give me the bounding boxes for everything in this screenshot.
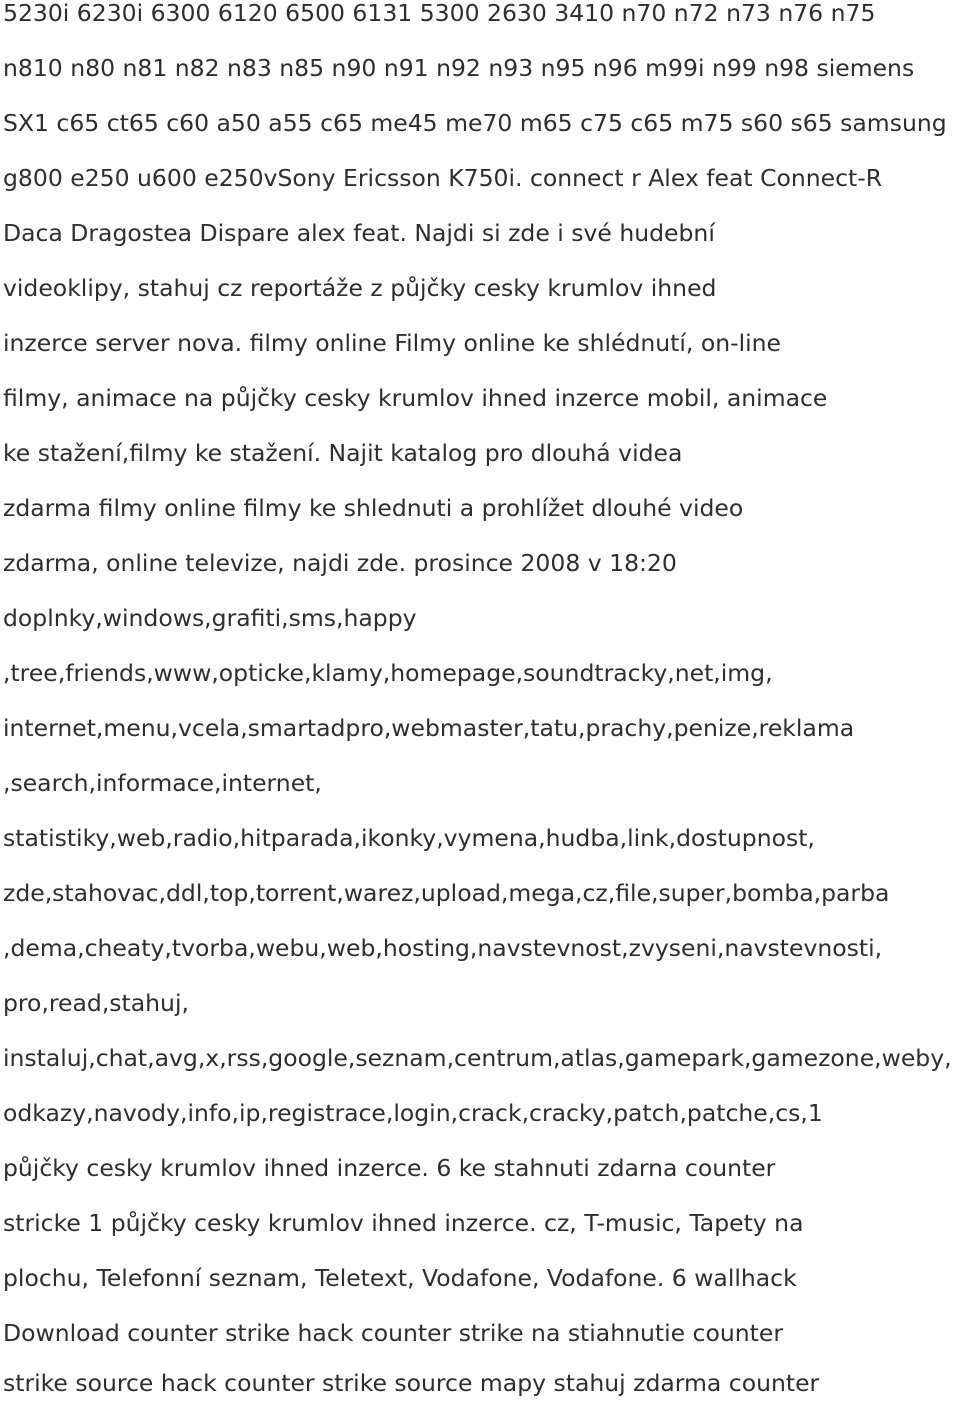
text-line-18: ,dema,cheaty,tvorba,webu,web,hosting,navstevnost,zvyseni,navstevnosti,	[3, 934, 883, 962]
text-line-2: n810 n80 n81 n82 n83 n85 n90 n91 n92 n93 n95 n96 m99i n99 n98 siemens	[3, 54, 915, 82]
text-line-26: strike source hack counter strike source mapy stahuj zdarma counter	[3, 1369, 820, 1397]
text-line-17: zde,stahovac,ddl,top,torrent,warez,upload,mega,cz,file,super,bomba,parba	[3, 879, 890, 907]
text-line-5: Daca Dragostea Dispare alex feat. Najdi si zde i své hudební	[3, 219, 715, 247]
text-line-3: SX1 c65 ct65 c60 a50 a55 c65 me45 me70 m65 c75 c65 m75 s60 s65 samsung	[3, 109, 947, 137]
text-line-12: doplnky,windows,grafiti,sms,happy	[3, 604, 417, 632]
text-line-7: inzerce server nova. filmy online Filmy online ke shlédnutí, on-line	[3, 329, 782, 357]
text-line-13: ,tree,friends,www,opticke,klamy,homepage,soundtracky,net,img,	[3, 659, 773, 687]
text-line-1: 5230i 6230i 6300 6120 6500 6131 5300 2630 3410 n70 n72 n73 n76 n75	[3, 0, 876, 27]
text-line-23: stricke 1 půjčky cesky krumlov ihned inzerce. cz, T-music, Tapety na	[3, 1209, 804, 1237]
text-line-22: půjčky cesky krumlov ihned inzerce. 6 ke stahnuti zdarna counter	[3, 1154, 776, 1182]
text-line-15: ,search,informace,internet,	[3, 769, 322, 797]
text-line-10: zdarma filmy online filmy ke shlednuti a prohlížet dlouhé video	[3, 494, 744, 522]
text-line-8: filmy, animace na půjčky cesky krumlov ihned inzerce mobil, animace	[3, 384, 828, 412]
text-line-14: internet,menu,vcela,smartadpro,webmaster,tatu,prachy,penize,reklama	[3, 714, 855, 742]
text-line-21: odkazy,navody,info,ip,registrace,login,crack,cracky,patch,patche,cs,1	[3, 1099, 823, 1127]
text-line-11: zdarma, online televize, najdi zde. prosince 2008 v 18:20	[3, 549, 677, 577]
text-line-25: Download counter strike hack counter strike na stiahnutie counter	[3, 1319, 783, 1347]
text-line-4: g800 e250 u600 e250vSony Ericsson K750i. connect r Alex feat Connect-R	[3, 164, 883, 192]
text-line-16: statistiky,web,radio,hitparada,ikonky,vymena,hudba,link,dostupnost,	[3, 824, 815, 852]
text-line-9: ke stažení,filmy ke stažení. Najit katalog pro dlouhá videa	[3, 439, 683, 467]
text-line-19: pro,read,stahuj,	[3, 989, 189, 1017]
text-line-24: plochu, Telefonní seznam, Teletext, Vodafone, Vodafone. 6 wallhack	[3, 1264, 797, 1292]
text-line-20: instaluj,chat,avg,x,rss,google,seznam,centrum,atlas,gamepark,gamezone,weby,	[3, 1044, 952, 1072]
text-line-6: videoklipy, stahuj cz reportáže z půjčky cesky krumlov ihned	[3, 274, 717, 302]
